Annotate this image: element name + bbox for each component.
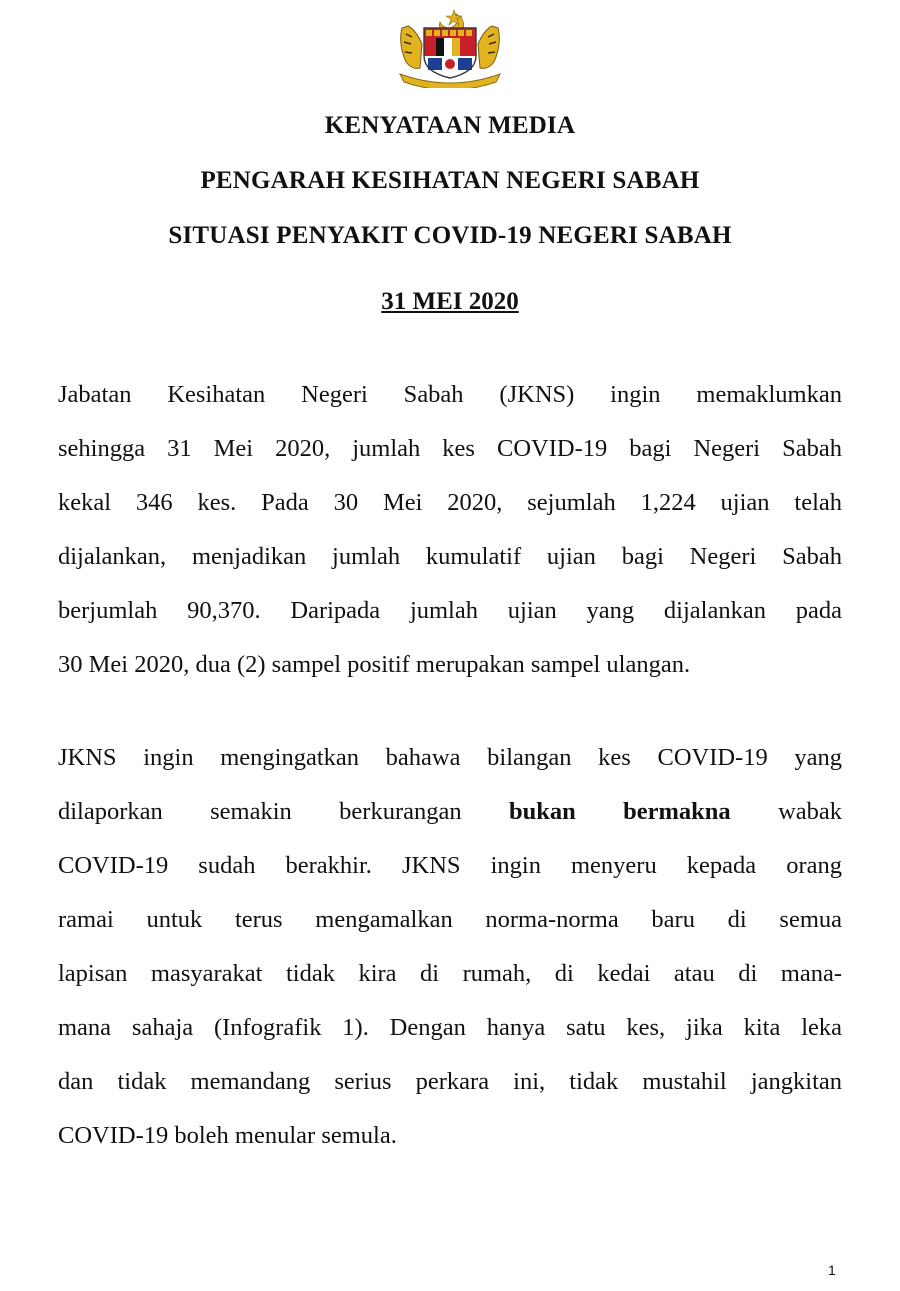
paragraph-2-line: mana sahaja (Infografik 1). Dengan hanya satu kes, jika kita leka [58, 1014, 842, 1041]
paragraph-2-line: COVID-19 sudah berakhir. JKNS ingin menyeru kepada orang [58, 852, 842, 879]
paragraph-1-line: 30 Mei 2020, dua (2) sampel positif merupakan sampel ulangan. [58, 651, 691, 678]
paragraph-1-line: dijalankan, menjadikan jumlah kumulatif ujian bagi Negeri Sabah [58, 543, 842, 570]
paragraph-2 [58, 731, 842, 1163]
paragraph-2-line: COVID-19 boleh menular semula. [58, 1122, 397, 1149]
paragraph-2-text: dilaporkan semakin berkurangan [58, 798, 462, 825]
title-line-3: SITUASI PENYAKIT COVID-19 NEGERI SABAH [168, 222, 732, 249]
emphasis-text: bukan bermakna [509, 798, 731, 825]
document-date: 31 MEI 2020 [381, 288, 519, 315]
paragraph-2-text: wabak [778, 798, 843, 825]
paragraph-2-line: lapisan masyarakat tidak kira di rumah, di kedai atau di mana- [58, 960, 842, 987]
malaysia-coat-of-arms-icon [392, 8, 508, 88]
page-number: 1 [828, 1262, 836, 1278]
paragraph-1-line: sehingga 31 Mei 2020, jumlah kes COVID-19 bagi Negeri Sabah [58, 435, 842, 462]
paragraph-1-line: kekal 346 kes. Pada 30 Mei 2020, sejumlah 1,224 ujian telah [58, 489, 842, 516]
paragraph-1 [58, 368, 842, 692]
paragraph-2-line: ramai untuk terus mengamalkan norma-norma baru di semua [58, 906, 842, 933]
paragraph-1-line: Jabatan Kesihatan Negeri Sabah (JKNS) ingin memaklumkan [58, 381, 842, 408]
title-line-2: PENGARAH KESIHATAN NEGERI SABAH [200, 167, 700, 194]
paragraph-2-line: JKNS ingin mengingatkan bahawa bilangan kes COVID-19 yang [58, 744, 842, 771]
title-line-1: KENYATAAN MEDIA [324, 112, 576, 139]
paragraph-2-line: dan tidak memandang serius perkara ini, tidak mustahil jangkitan [58, 1068, 842, 1095]
paragraph-1-line: berjumlah 90,370. Daripada jumlah ujian yang dijalankan pada [58, 597, 842, 624]
paragraph-2-line [58, 785, 842, 839]
